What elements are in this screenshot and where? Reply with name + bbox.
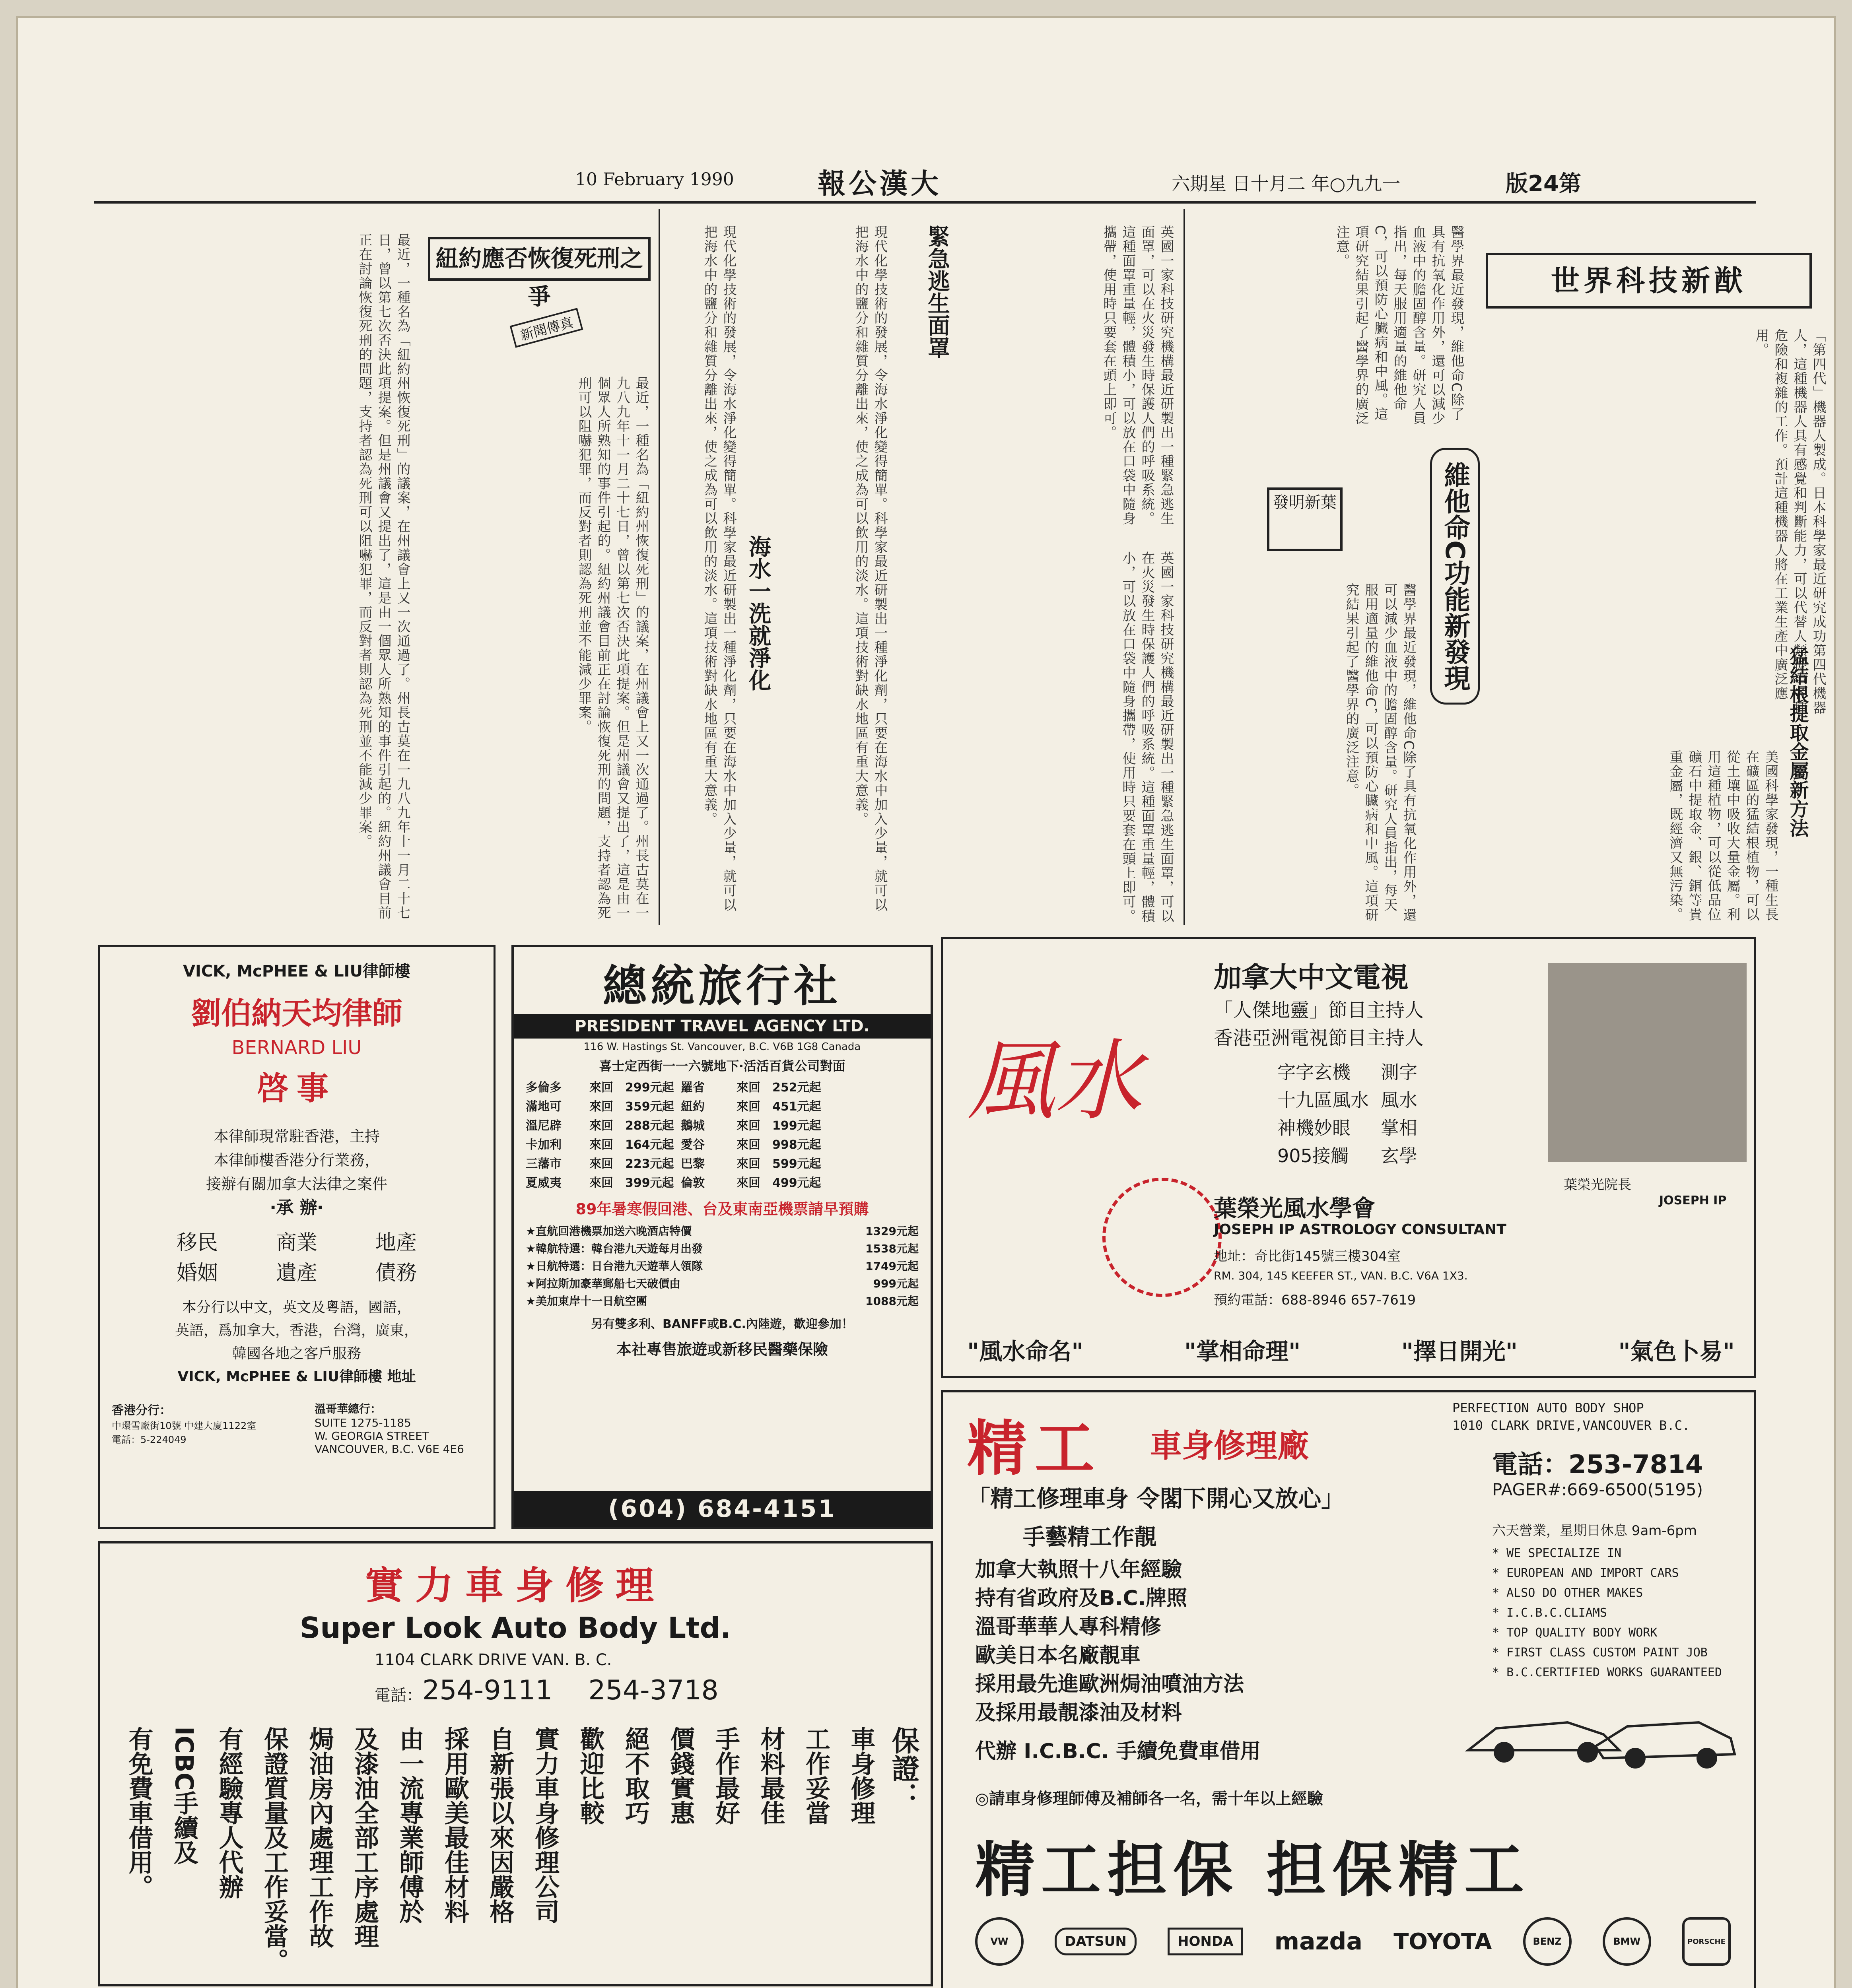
col4-text: 醫學界最近發現，維他命C除了具有抗氧化作用外，還可以減少血液中的膽固醇含量。研究人員指出，每天服用適量的維他命C，可以預防心臟病和中風。這項研究結果引起了醫學界的廣泛注意。	[1334, 225, 1464, 425]
fare-cell: 來回	[589, 1138, 613, 1152]
col4-headline: 維他命C功能新發現	[1430, 448, 1480, 705]
lawyer-body-2: 本律師樓香港分行業務，	[213, 1151, 380, 1169]
fare-row	[526, 1174, 919, 1193]
specials-list	[526, 1223, 919, 1310]
fare-cell: 愛谷	[681, 1138, 705, 1152]
porsche-logo-icon: PORSCHE	[1682, 1917, 1731, 1966]
point-item: 加拿大執照十八年經驗	[975, 1558, 1182, 1582]
special-cell: 1538元起	[865, 1242, 919, 1255]
col6-headline: 猛結根提取金屬新方法	[1786, 646, 1809, 837]
service-item: 字字玄機	[1277, 1062, 1351, 1083]
vancouver-address-3: VANCOUVER, B.C. V6E 4E6	[315, 1442, 464, 1456]
point-item: 溫哥華華人專科精修	[975, 1615, 1162, 1639]
case-item: 商業	[276, 1231, 317, 1255]
consultant-photo	[1548, 963, 1747, 1162]
guarantee-column: 絕不取巧	[621, 1726, 650, 1825]
fare-row	[526, 1116, 919, 1136]
fare-cell: 252元起	[772, 1081, 821, 1095]
jinggong-name-en-1: PERFECTION AUTO BODY SHOP	[1452, 1400, 1644, 1415]
special-cell: 1088元起	[865, 1295, 919, 1308]
astro-station: 加拿大中文電視	[1214, 961, 1409, 994]
fare-row	[526, 1136, 919, 1155]
tel-2[interactable]: 254-3718	[588, 1675, 719, 1706]
guarantee-column: 工作妥當	[801, 1726, 831, 1825]
special-row	[526, 1258, 919, 1275]
fare-cell: 來回	[737, 1100, 760, 1114]
special-cell: 999元起	[873, 1277, 919, 1290]
fare-cell: 199元起	[772, 1119, 821, 1133]
travel-promo: 89年暑寒假回港、台及東南亞機票請早預購	[575, 1200, 869, 1218]
datsun-logo-icon: DATSUN	[1055, 1928, 1137, 1955]
fare-cell: 來回	[589, 1176, 613, 1190]
point-item: 及採用最靚漆油及材料	[975, 1701, 1182, 1725]
fare-cell: 451元起	[772, 1100, 821, 1114]
fare-cell: 來回	[737, 1138, 760, 1152]
en-point-item: * TOP QUALITY BODY WORK	[1492, 1626, 1658, 1640]
guarantee-column: 焗油房內處理工作故	[305, 1726, 334, 1948]
fare-cell: 359元起	[625, 1100, 674, 1114]
fare-cell: 三藩市	[526, 1157, 562, 1171]
col3-headline: 緊急逃生面罩	[924, 225, 950, 359]
jinggong-name: 精工	[967, 1414, 1103, 1483]
col5-text: 「第四代」機器人製成。日本科學家最近研究成功第四代機器人，這種機器人具有感覺和判斷能力，可以代替人類從事各種危險和複雜的工作。預計這種機器人將在工業生產中廣泛應用。	[1753, 328, 1826, 715]
fare-row	[526, 1078, 919, 1097]
jinggong-hiring: ◎請車身修理師傅及補師各一名，需十年以上經驗	[975, 1790, 1323, 1808]
news-fax-tag: 新聞傳真	[510, 308, 583, 348]
fare-cell: 223元起	[625, 1157, 674, 1171]
brush-calligraphy: 風水	[967, 1030, 1143, 1132]
column-divider	[659, 209, 660, 925]
special-cell: ★韓航特選：韓台港九天遊每月出發	[526, 1242, 703, 1255]
special-cell: ★日航特選：日台港九天遊華人領隊	[526, 1260, 703, 1273]
fare-cell: 998元起	[772, 1138, 821, 1152]
service-item: 風水	[1381, 1089, 1417, 1111]
guarantee-column: 自新張以來因嚴格	[486, 1726, 515, 1924]
service-item: 掌相	[1381, 1117, 1417, 1139]
sports-car-illustration	[1460, 1691, 1739, 1774]
travel-note: 另有雙多利、BANFF或B.C.內陸遊，歡迎參加！	[591, 1317, 853, 1331]
astro-society: 葉榮光風水學會	[1214, 1195, 1376, 1222]
point-item: 持有省政府及B.C.牌照	[975, 1586, 1187, 1610]
guarantee-column: 材料最佳	[756, 1726, 785, 1825]
travel-address: 116 W. Hastings St. Vancouver, B.C. V6B 1G8 Canada	[583, 1041, 861, 1053]
col2-text: 現代化學技術的發展，令海水淨化變得簡單。科學家最近研製出一種淨化劑，只要在海水中加入少量，就可以把海水中的鹽分和雜質分離出來，使之成為可以飲用的淡水。這項技術對缺水地區有重大意義。	[702, 225, 737, 912]
guarantee-column: 採用歐美最佳材料	[440, 1726, 470, 1924]
special-row	[526, 1223, 919, 1240]
case-item: 遺產	[276, 1261, 317, 1285]
superlook-name-zh: 實力車身修理	[365, 1563, 666, 1608]
vancouver-address-2: W. GEORGIA STREET	[315, 1429, 429, 1442]
fare-row	[526, 1155, 919, 1174]
astro-slogans	[967, 1333, 1735, 1366]
page-number: 版24第	[1506, 171, 1581, 197]
en-point-item: * B.C.CERTIFIED WORKS GUARANTEED	[1492, 1666, 1722, 1679]
superlook-columns	[124, 1726, 876, 1973]
fare-cell: 夏威夷	[526, 1176, 562, 1190]
fare-cell: 羅省	[681, 1081, 705, 1095]
news-section	[94, 209, 1826, 933]
tel-1[interactable]: 254-9111	[422, 1675, 553, 1706]
fare-cell: 來回	[737, 1176, 760, 1190]
fare-cell: 滿地可	[526, 1100, 562, 1114]
jinggong-subtitle: 車身修理廠	[1150, 1427, 1309, 1464]
tel-label: 電話：	[375, 1686, 422, 1705]
guarantee-column: 由一流專業師傅於	[395, 1726, 424, 1924]
fare-cell: 巴黎	[681, 1157, 705, 1171]
en-point-item: * FIRST CLASS CUSTOM PAINT JOB	[1492, 1646, 1708, 1660]
case-item: 地產	[375, 1231, 417, 1255]
special-cell: ★阿拉斯加豪華郵船七天破價由	[526, 1277, 681, 1290]
fare-cell: 多倫多	[526, 1081, 562, 1095]
jinggong-en-points	[1492, 1543, 1722, 1683]
col3-text-b: 英國一家科技研究機構最近研製出一種緊急逃生面罩，可以在火災發生時保護人們的呼吸系統。這種面罩重量輕，體積小，可以放在口袋中隨身攜帶，使用時只要套在頭上即可。	[1120, 551, 1174, 923]
astro-name-en: JOSEPH IP ASTROLOGY CONSULTANT	[1214, 1221, 1506, 1238]
en-point-item: * WE SPECIALIZE IN	[1492, 1546, 1622, 1560]
newspaper-page	[16, 16, 1836, 1988]
jinggong-hours: 六天營業，星期日休息 9am-6pm	[1492, 1523, 1697, 1539]
jinggong-pager[interactable]: PAGER#:669-6500(5195)	[1492, 1480, 1703, 1499]
fare-cell: 來回	[589, 1157, 613, 1171]
lawyer-body-3: 接辦有關加拿大法律之案件	[206, 1175, 387, 1193]
case-item: 債務	[375, 1261, 417, 1285]
fare-cell: 來回	[589, 1119, 613, 1133]
date-chinese: 六期星 日十月二 年○九九一	[1172, 173, 1401, 194]
guarantee-column: 保證質量及工作妥當。	[260, 1726, 289, 1973]
guarantee-column: 有免費車借用。	[124, 1726, 154, 1899]
fare-cell: 599元起	[772, 1157, 821, 1171]
guarantee-column: 有經驗專人代辦	[215, 1726, 244, 1899]
service-item: 十九區風水	[1277, 1089, 1369, 1111]
fare-cell: 紐約	[681, 1100, 705, 1114]
fare-cell: 288元起	[625, 1119, 674, 1133]
col3-text: 英國一家科技研究機構最近研製出一種緊急逃生面罩，可以在火災發生時保護人們的呼吸系統。這種面罩重量輕，體積小，可以放在口袋中隨身攜帶，使用時只要套在頭上即可。	[1101, 225, 1174, 526]
date-english: 10 February 1990	[575, 169, 734, 190]
slogan-item: "掌相命理"	[1184, 1338, 1301, 1365]
travel-ad	[511, 945, 933, 1529]
col6-text: 美國科學家發現，一種生長在礦區的猛結根植物，可以從土壤中吸收大量金屬。利用這種植物，可以從低品位礦石中提取金、銀、銅等貴重金屬，既經濟又無污染。	[1667, 750, 1778, 922]
lawyer-cases-title: ‧承 辦‧	[270, 1198, 323, 1218]
lawyer-name-en: BERNARD LIU	[231, 1037, 362, 1059]
special-row	[526, 1293, 919, 1310]
guarantee-column: ICBC手續及	[169, 1726, 199, 1865]
special-row	[526, 1275, 919, 1293]
col1-text-cont: 最近，一種名為「紐約州恢復死刑」的議案，在州議會上又一次通過了。州長古莫在一九八九年十一月二十七日，曾以第七次否決此項提案。但是州議會又提出了，這是由一個眾人所熟知的事件引起的。紐約州議會目前正在討論恢復死刑的問題，支持者認為死刑可以阻嚇犯罪，而反對者則認為死刑並不能減少罪案。	[576, 376, 649, 920]
mercedes-logo-icon: BENZ	[1523, 1917, 1572, 1966]
service-item: 玄學	[1381, 1145, 1417, 1167]
lawyer-name-zh: 劉伯納天均律師	[191, 996, 402, 1031]
fare-cell: 卡加利	[526, 1138, 562, 1152]
fare-cell: 來回	[737, 1157, 760, 1171]
fare-row	[526, 1097, 919, 1116]
lawyer-body-1: 本律師現常駐香港，主持	[213, 1128, 380, 1145]
fare-table	[526, 1078, 919, 1193]
fare-cell: 溫尼辟	[526, 1119, 562, 1133]
astro-address-en: RM. 304, 145 KEEFER ST., VAN. B.C. V6A 1X3.	[1214, 1269, 1468, 1282]
vancouver-branch-label: 溫哥華總行：	[315, 1402, 382, 1415]
superlook-name-en: Super Look Auto Body Ltd.	[299, 1611, 731, 1644]
service-item: 神機妙眼	[1277, 1117, 1351, 1139]
astro-phone[interactable]: 預約電話：688-8946 657-7619	[1214, 1292, 1416, 1308]
special-cell: 1749元起	[865, 1260, 919, 1273]
jinggong-slogan: 精工担保 担保精工	[975, 1836, 1531, 1905]
col5-headline: 世界科技新猷	[1486, 253, 1812, 309]
superlook-phones	[375, 1675, 719, 1706]
superlook-address: 1104 CLARK DRIVE VAN. B. C.	[375, 1651, 612, 1669]
lawyer-lang-1: 本分行以中文，英文及粵語，國語，	[182, 1299, 411, 1316]
col4-text-b: 醫學界最近發現，維他命C除了具有抗氧化作用外，還可以減少血液中的膽固醇含量。研究人員指出，每天服用適量的維他命C，可以預防心臟病和中風。這項研究結果引起了醫學界的廣泛注意。	[1343, 583, 1417, 922]
lawyer-ad	[98, 945, 496, 1529]
guarantee-column: 實力車身修理公司	[531, 1726, 560, 1924]
photo-caption-zh: 葉榮光院長	[1564, 1177, 1631, 1193]
hk-branch-address: 中環雪廠街10號 中建大廈1122室 電話：5-224049	[112, 1420, 257, 1445]
jinggong-craft: 手藝精工作靚	[1023, 1524, 1156, 1550]
special-cell: ★直航回港機票加送六晚酒店特價	[526, 1225, 692, 1238]
en-point-item: * ALSO DO OTHER MAKES	[1492, 1586, 1643, 1600]
astro-address-zh: 地址：奇比街145號三樓304室	[1214, 1248, 1401, 1264]
slogan-item: "擇日開光"	[1401, 1338, 1518, 1365]
guarantee-column: 及漆油全部工序處理	[350, 1726, 379, 1948]
slogan-item: "風水命名"	[967, 1338, 1084, 1365]
jinggong-name-en-2: 1010 CLARK DRIVE,VANCOUVER B.C.	[1452, 1418, 1690, 1433]
guarantee-column: 手作最好	[711, 1726, 740, 1825]
astro-line-1: 「人傑地靈」節目主持人	[1214, 999, 1424, 1021]
special-cell: 1329元起	[865, 1225, 919, 1238]
en-point-item: * EUROPEAN AND IMPORT CARS	[1492, 1566, 1679, 1580]
jinggong-icbc: 代辦 I.C.B.C. 手續免費車借用	[975, 1740, 1261, 1763]
lawyer-cases	[148, 1228, 446, 1288]
fare-cell: 299元起	[625, 1081, 674, 1095]
travel-name-en: PRESIDENT TRAVEL AGENCY LTD.	[514, 1014, 931, 1039]
col1-headline: 紐約應否恢復死刑之爭	[428, 237, 651, 281]
col1-text: 最近，一種名為「紐約州恢復死刑」的議案，在州議會上又一次通過了。州長古莫在一九八九年十一月二十七日，曾以第七次否決此項提案。但是州議會又提出了，這是由一個眾人所熟知的事件引起的。紐約州議會目前正在討論恢復死刑的問題，支持者認為死刑可以阻嚇犯罪，而反對者則認為死刑並不能減少罪案。	[356, 233, 410, 920]
lawyer-firm: VICK, McPHEE & LIU律師樓	[183, 962, 410, 980]
travel-name-zh: 總統旅行社	[603, 961, 841, 1011]
fare-cell: 164元起	[625, 1138, 674, 1152]
jinggong-tagline: 「精工修理車身 令閣下開心又放心」	[967, 1485, 1345, 1512]
travel-insurance: 本社專售旅遊或新移民醫藥保險	[616, 1341, 828, 1358]
col2-text-b: 現代化學技術的發展，令海水淨化變得簡單。科學家最近研製出一種淨化劑，只要在海水中加入少量，就可以把海水中的鹽分和雜質分離出來，使之成為可以飲用的淡水。這項技術對缺水地區有重大意義。	[853, 225, 888, 912]
jinggong-points	[975, 1555, 1244, 1727]
guarantee-column: 車身修理	[847, 1726, 876, 1825]
fare-cell: 來回	[589, 1081, 613, 1095]
lawyer-headline: 啓事	[257, 1070, 336, 1107]
photo-caption-en: JOSEPH IP	[1659, 1194, 1727, 1208]
astro-services	[1277, 1058, 1417, 1170]
superlook-guarantee-title: 保證：	[887, 1726, 920, 1810]
honda-logo-icon: HONDA	[1168, 1928, 1243, 1955]
jinggong-ad	[941, 1390, 1756, 1988]
fare-cell: 來回	[589, 1100, 613, 1114]
superlook-ad	[98, 1541, 933, 1986]
mazda-logo-icon: mazda	[1274, 1928, 1362, 1955]
fare-cell: 499元起	[772, 1176, 821, 1190]
header-rule	[94, 201, 1756, 204]
slogan-item: "氣色卜易"	[1618, 1338, 1735, 1365]
fare-cell: 399元起	[625, 1176, 674, 1190]
brand-logos	[975, 1917, 1731, 1966]
point-item: 歐美日本名廠靚車	[975, 1644, 1141, 1668]
en-point-item: * I.C.B.C.CLIAMS	[1492, 1606, 1607, 1620]
fare-cell: 來回	[737, 1119, 760, 1133]
astro-line-2: 香港亞洲電視節目主持人	[1214, 1027, 1424, 1049]
fare-cell: 鵝城	[681, 1119, 705, 1133]
jinggong-tel[interactable]: 電話：253-7814	[1492, 1450, 1703, 1479]
lawyer-lang-3: 韓國各地之客戶服務	[232, 1345, 361, 1362]
travel-subaddress: 喜士定西街一一六號地下‧活活百貨公司對面	[599, 1058, 845, 1074]
fare-cell: 來回	[737, 1081, 760, 1095]
vancouver-address-1: SUITE 1275-1185	[315, 1416, 411, 1429]
service-item: 905接觸	[1277, 1145, 1349, 1167]
case-item: 移民	[176, 1231, 218, 1255]
special-cell: ★美加東岸十一日航空團	[526, 1295, 647, 1308]
invention-tag: 發明新葉	[1267, 487, 1343, 551]
travel-phone[interactable]: (604) 684-4151	[514, 1491, 931, 1527]
case-item: 婚姻	[176, 1261, 218, 1285]
masthead: 報公漢大	[818, 167, 942, 200]
guarantee-column: 價錢實惠	[666, 1726, 695, 1825]
toyota-logo-icon: TOYOTA	[1393, 1928, 1492, 1955]
col2-headline: 海水一洗就淨化	[745, 535, 771, 691]
compass-icon	[1102, 1178, 1222, 1297]
astrology-ad	[941, 937, 1756, 1378]
vw-logo-icon: VW	[975, 1917, 1024, 1966]
lawyer-footer: VICK, McPHEE & LIU律師樓 地址	[177, 1369, 416, 1385]
bmw-logo-icon: BMW	[1603, 1917, 1651, 1966]
hk-branch-label: 香港分行：	[112, 1404, 171, 1417]
special-row	[526, 1240, 919, 1258]
column-divider-2	[1183, 209, 1185, 925]
service-item: 測字	[1381, 1062, 1417, 1083]
fare-cell: 倫敦	[681, 1176, 705, 1190]
point-item: 採用最先進歐洲焗油噴油方法	[975, 1672, 1244, 1696]
lawyer-lang-2: 英語，爲加拿大，香港，台灣，廣東，	[175, 1322, 418, 1339]
guarantee-column: 歡迎比較	[576, 1726, 605, 1825]
